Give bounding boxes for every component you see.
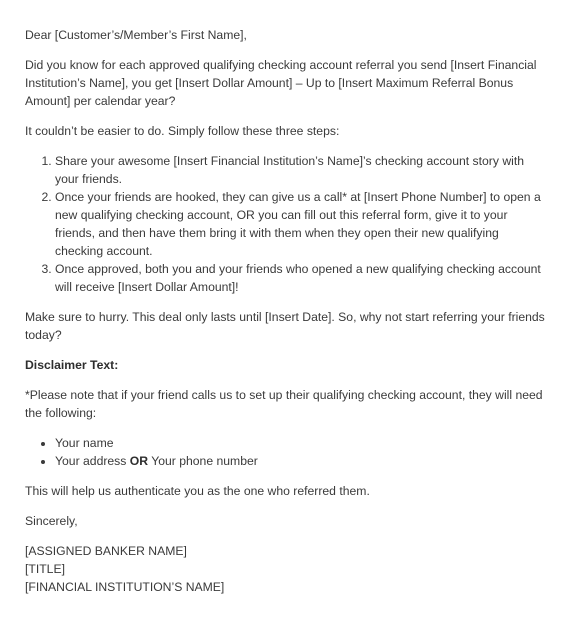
sign-off: Sincerely, <box>25 514 78 528</box>
letter-lead-in: It couldn’t be easier to do. Simply follow these three steps: <box>25 124 340 138</box>
signature-name: [ASSIGNED BANKER NAME] <box>25 544 187 558</box>
step-item: 1. Share your awesome [Insert Financial Institution’s Name]’s checking account story with your friends. <box>55 152 546 188</box>
disclaimer-heading: Disclaimer Text: <box>25 358 119 372</box>
steps-list <box>25 152 546 296</box>
signature-institution: [FINANCIAL INSTITUTION’S NAME] <box>25 580 225 594</box>
requirement-item-label: Your address <box>55 454 130 468</box>
step-item: 3. Once approved, both you and your friends who opened a new qualifying checking account will receive [Insert Dollar Amount]! <box>55 260 546 296</box>
letter-urgency: Make sure to hurry. This deal only lasts until [Insert Date]. So, why not start referring your friends today? <box>25 310 545 342</box>
requirement-item <box>55 452 546 470</box>
signature-block <box>25 542 546 596</box>
letter-intro: Did you know for each approved qualifying checking account referral you send [Insert Financial Institution’s Name], you get [Insert Dollar Amount] – Up to [Insert Maximum Referral Bonus Amount] per calendar year? <box>25 58 537 108</box>
signature-title: [TITLE] <box>25 562 65 576</box>
requirement-item-label: Your name <box>55 436 114 450</box>
letter-greeting: Dear [Customer’s/Member’s First Name], <box>25 28 247 42</box>
closing-note: This will help us authenticate you as the one who referred them. <box>25 484 370 498</box>
disclaimer-body: *Please note that if your friend calls us to set up their qualifying checking account, they will need the following: <box>25 388 543 420</box>
requirement-item-label: Your phone number <box>148 454 258 468</box>
step-item: 2. Once your friends are hooked, they can give us a call* at [Insert Phone Number] to open a new qualifying checking account, OR you can fill out this referral form, give it to your friends, and then have them bring it with them when they open their new qualifying checking account. <box>55 188 546 260</box>
requirements-list <box>25 434 546 470</box>
requirement-item <box>55 434 546 452</box>
requirement-or-emphasis: OR <box>129 454 149 468</box>
